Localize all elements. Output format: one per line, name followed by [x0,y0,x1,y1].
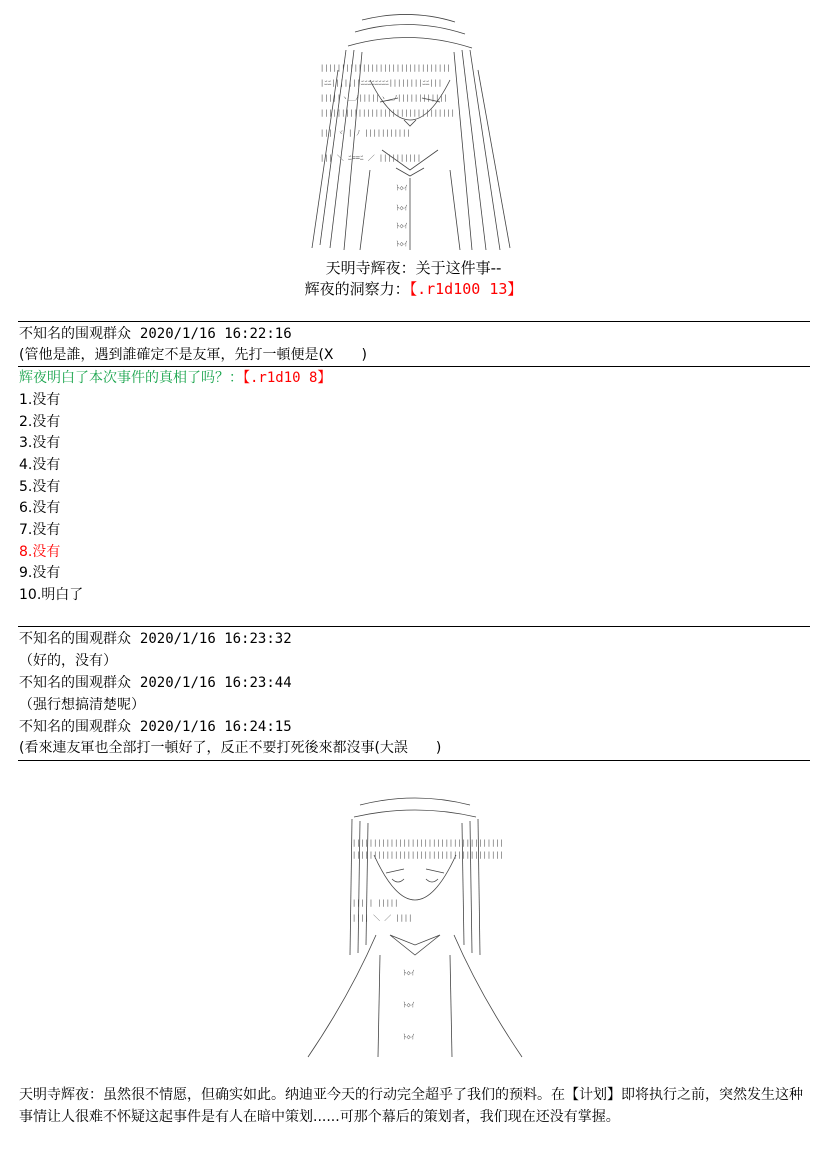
post-header [19,672,292,694]
option-item: 10.明白了 [19,587,84,603]
post-header [19,716,292,738]
ascii-art-figure-bottom [300,795,530,1065]
question-roll: 【.r1d10 8】 [243,370,332,386]
post-time: 2020/1/16 16:22:16 [139,326,292,342]
divider [18,321,810,322]
ascii-art-figure-top [300,10,520,260]
divider [18,626,810,627]
insight-label: 辉夜的洞察力： [304,280,410,298]
insight-roll: 【.r1d100 13】 [409,280,523,298]
post-comment: （强行想搞清楚呢） [19,697,145,713]
svg-text:|ﾆﾆ|||||||ﾆﾆﾆﾆﾆﾆﾆﾆ||||||||ﾆﾆ||: |ﾆﾆ|||||||ﾆﾆﾆﾆﾆﾆﾆﾆ||||||||ﾆﾆ||| [320,79,443,87]
svg-text:|||||ヽ＿ﾉ|||||ヽ＿ﾉ||||||||||||: |||||ヽ＿ﾉ|||||ヽ＿ﾉ|||||||||||| [320,94,448,102]
svg-text:ﾄ◇ｲ: ﾄ◇ｲ [403,969,415,977]
svg-text:ﾄ◇ｲ: ﾄ◇ｲ [396,184,408,192]
post-comment: (看來連友軍也全部打一頓好了，反正不要打死後來都沒事(大誤 ) [19,740,442,756]
svg-text:||| ＼ ﾆ==ﾆ ／ ||||||||||: ||| ＼ ﾆ==ﾆ ／ |||||||||| [320,154,422,162]
svg-text:||| ヾ | ﾉ |||||||||||: ||| ヾ | ﾉ ||||||||||| [320,129,411,137]
post-time: 2020/1/16 16:23:32 [139,631,292,647]
top-caption-line2 [0,279,827,299]
svg-text:||||||||||||||||||||||||||||||: ||||||||||||||||||||||||||||||| [320,64,451,72]
post-comment: (管他是誰，遇到誰確定不是友軍，先打一頓便是(X ) [19,347,367,363]
question-line [19,367,331,389]
top-caption-line1: 天明寺辉夜：关于这件事-- [325,259,502,277]
post-header [19,628,292,650]
option-item: 4.没有 [19,457,61,473]
option-item: 9.没有 [19,565,61,581]
option-item: 3.没有 [19,435,61,451]
svg-text:ﾄ◇ｲ: ﾄ◇ｲ [396,204,408,212]
narration-paragraph: 天明寺辉夜：虽然很不情愿，但确实如此。纳迪亚今天的行动完全超乎了我们的预料。在【计划】即将执行之前，突然发生这种事情让人很难不怀疑这起事件是有人在暗中策划......可那个幕后的策划者，我们现在还没有掌握。 [19,1087,803,1125]
option-item: 6.没有 [19,500,61,516]
svg-text:ﾄ◇ｲ: ﾄ◇ｲ [396,222,408,230]
svg-text:||||||||||||||||||||||||||||||: |||||||||||||||||||||||||||||||||||| [352,839,504,847]
svg-text:|||| ＼ ／ ||||: |||| ＼ ／ |||| [352,914,413,922]
post-author: 不知名的围观群众 [19,719,131,735]
svg-text:||||||||||||||||||||||||||||||: |||||||||||||||||||||||||||||||||||| [352,851,504,859]
option-item-selected: 8.没有 [19,544,61,560]
option-item: 7.没有 [19,522,61,538]
svg-text:||||| |||||: ||||| ||||| [352,899,399,907]
post-comment: （好的，没有） [19,653,117,669]
post-author: 不知名的围观群众 [19,326,131,342]
svg-text:ﾄ◇ｲ: ﾄ◇ｲ [403,1001,415,1009]
svg-text:ﾄ◇ｲ: ﾄ◇ｲ [396,240,408,248]
question-text: 辉夜明白了本次事件的真相了吗？： [19,370,243,386]
post-author: 不知名的围观群众 [19,675,131,691]
option-item: 2.没有 [19,414,61,430]
svg-text:ﾄ◇ｲ: ﾄ◇ｲ [403,1033,415,1041]
divider [18,760,810,761]
post-author: 不知名的围观群众 [19,631,131,647]
svg-text:||||||||||||||||||||||||||||||: |||||||||||||||||||||||||||||||| [320,109,455,117]
option-item: 5.没有 [19,479,61,495]
post-time: 2020/1/16 16:24:15 [139,719,292,735]
option-item: 1.没有 [19,392,61,408]
post-time: 2020/1/16 16:23:44 [139,675,292,691]
post-header [19,323,292,345]
